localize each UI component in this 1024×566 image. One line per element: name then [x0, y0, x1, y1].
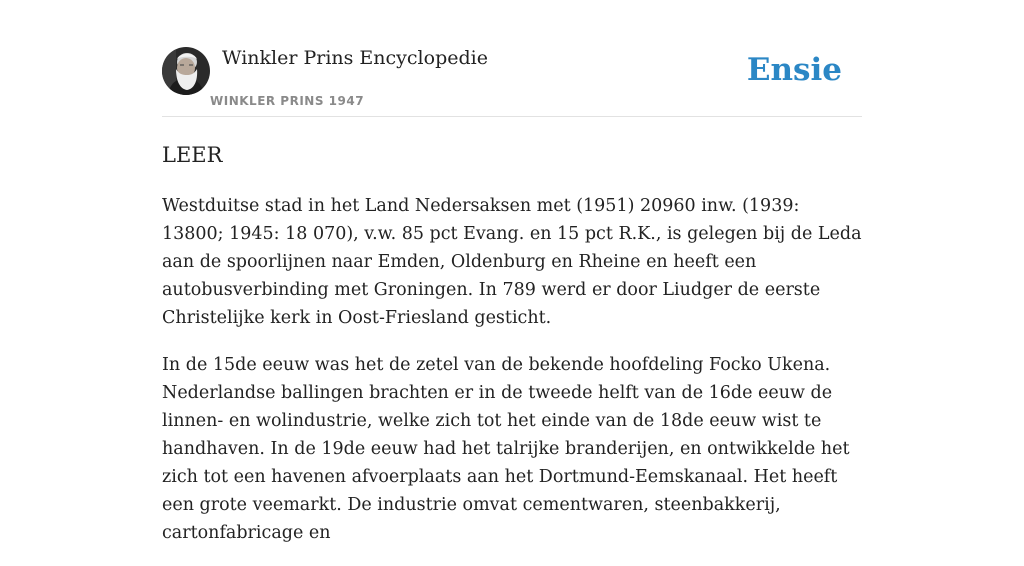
source-title-link[interactable]: Winkler Prins Encyclopedie: [222, 47, 488, 69]
bearded-man-portrait-icon[interactable]: [162, 47, 210, 95]
source-subtitle[interactable]: WINKLER PRINS 1947: [210, 94, 365, 108]
article-paragraph: In de 15de eeuw was het de zetel van de bekende hoofdeling Focko Ukena. Nederlandse ballingen brachten er in de tweede helft van de 16de eeuw de linnen- en wolindustrie, welke zich tot het einde van de 18de eeuw wist te handhaven. In de 19de eeuw had het talrijke branderijen, en ontwikkelde het zich tot een havenen afvoerplaats aan het Dortmund-Eemskanaal. Het heeft een grote veemarkt. De industrie omvat cementwaren, steenbakkerij, cartonfabricage en: [162, 355, 850, 543]
source-header: [162, 46, 862, 117]
article-paragraph: Westduitse stad in het Land Nedersaksen met (1951) 20960 inw. (1939: 13800; 1945: 18 070), v.w. 85 pct Evang. en 15 pct R.K., is gelegen bij de Leda aan de spoorlijnen naar Emden, Oldenburg en Rheine en heeft een autobusverbinding met Groningen. In 789 werd er door Liudger de eerste Christelijke kerk in Oost-Friesland gesticht.: [162, 196, 862, 328]
ensie-logo-link[interactable]: Ensie: [746, 52, 842, 88]
article-body: [162, 192, 862, 566]
article-title: LEER: [162, 143, 223, 167]
